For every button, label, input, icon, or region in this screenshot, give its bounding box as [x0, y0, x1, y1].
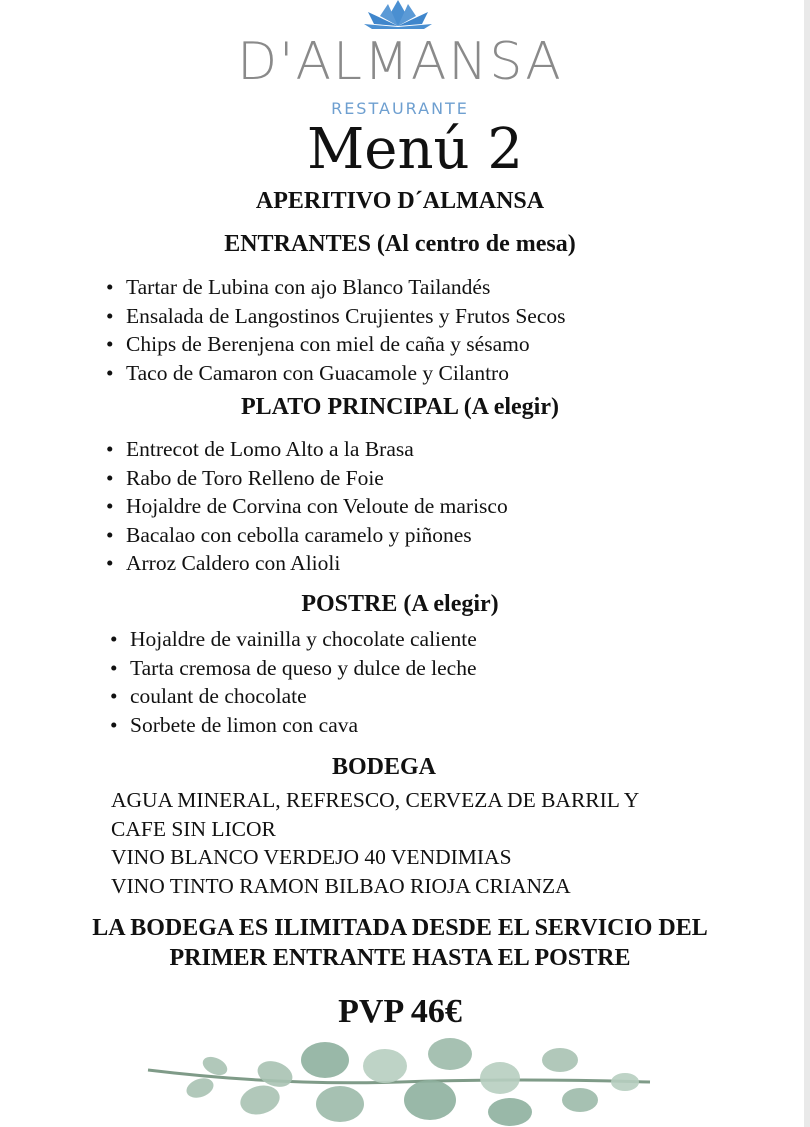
list-item: • Hojaldre de Corvina con Veloute de marisco	[106, 492, 508, 521]
menu-title: Menú 2	[306, 117, 524, 182]
note-line-2: PRIMER ENTRANTE HASTA EL POSTRE	[169, 945, 631, 971]
bodega-line: AGUA MINERAL, REFRESCO, CERVEZA DE BARRIL Y	[111, 788, 640, 812]
eucalyptus-branch-icon	[140, 1030, 660, 1127]
list-item: • Hojaldre de vainilla y chocolate caliente	[110, 625, 477, 654]
list-item: • Rabo de Toro Relleno de Foie	[106, 464, 508, 493]
bodega-list	[111, 786, 639, 900]
bodega-heading: BODEGA	[331, 754, 436, 780]
entrantes-list	[106, 273, 566, 387]
list-item: • Arroz Caldero con Alioli	[106, 549, 508, 578]
postre-heading: POSTRE (A elegir)	[301, 591, 499, 617]
list-item: • Entrecot de Lomo Alto a la Brasa	[106, 435, 508, 464]
list-item: • Tartar de Lubina con ajo Blanco Tailandés	[106, 273, 566, 302]
brand-subtitle: RESTAURANTE	[331, 99, 469, 118]
postre-list	[110, 625, 477, 739]
list-item: • Ensalada de Langostinos Crujientes y Frutos Secos	[106, 302, 566, 331]
lotus-icon	[362, 0, 434, 30]
list-item: • coulant de chocolate	[110, 682, 477, 711]
list-item: • Taco de Camaron con Guacamole y Cilantro	[106, 359, 566, 388]
note-line-1: LA BODEGA ES ILIMITADA DESDE EL SERVICIO DEL	[92, 915, 708, 941]
entrantes-heading: ENTRANTES (Al centro de mesa)	[224, 231, 576, 257]
bodega-line: CAFE SIN LICOR	[111, 816, 276, 841]
plato-principal-list	[106, 435, 508, 578]
aperitivo-heading: APERITIVO D´ALMANSA	[255, 188, 545, 214]
bodega-line: VINO BLANCO VERDEJO 40 VENDIMIAS	[111, 845, 512, 869]
price: PVP 46€	[338, 993, 462, 1030]
plato-principal-heading: PLATO PRINCIPAL (A elegir)	[241, 394, 559, 420]
bodega-line: VINO TINTO RAMON BILBAO RIOJA CRIANZA	[111, 873, 571, 898]
bodega-note	[0, 913, 800, 973]
list-item: • Bacalao con cebolla caramelo y piñones	[106, 521, 508, 550]
list-item: • Tarta cremosa de queso y dulce de leche	[110, 654, 477, 683]
list-item: • Sorbete de limon con cava	[110, 711, 477, 740]
list-item: • Chips de Berenjena con miel de caña y sésamo	[106, 330, 566, 359]
brand-name: D'ALMANSA	[237, 32, 563, 92]
